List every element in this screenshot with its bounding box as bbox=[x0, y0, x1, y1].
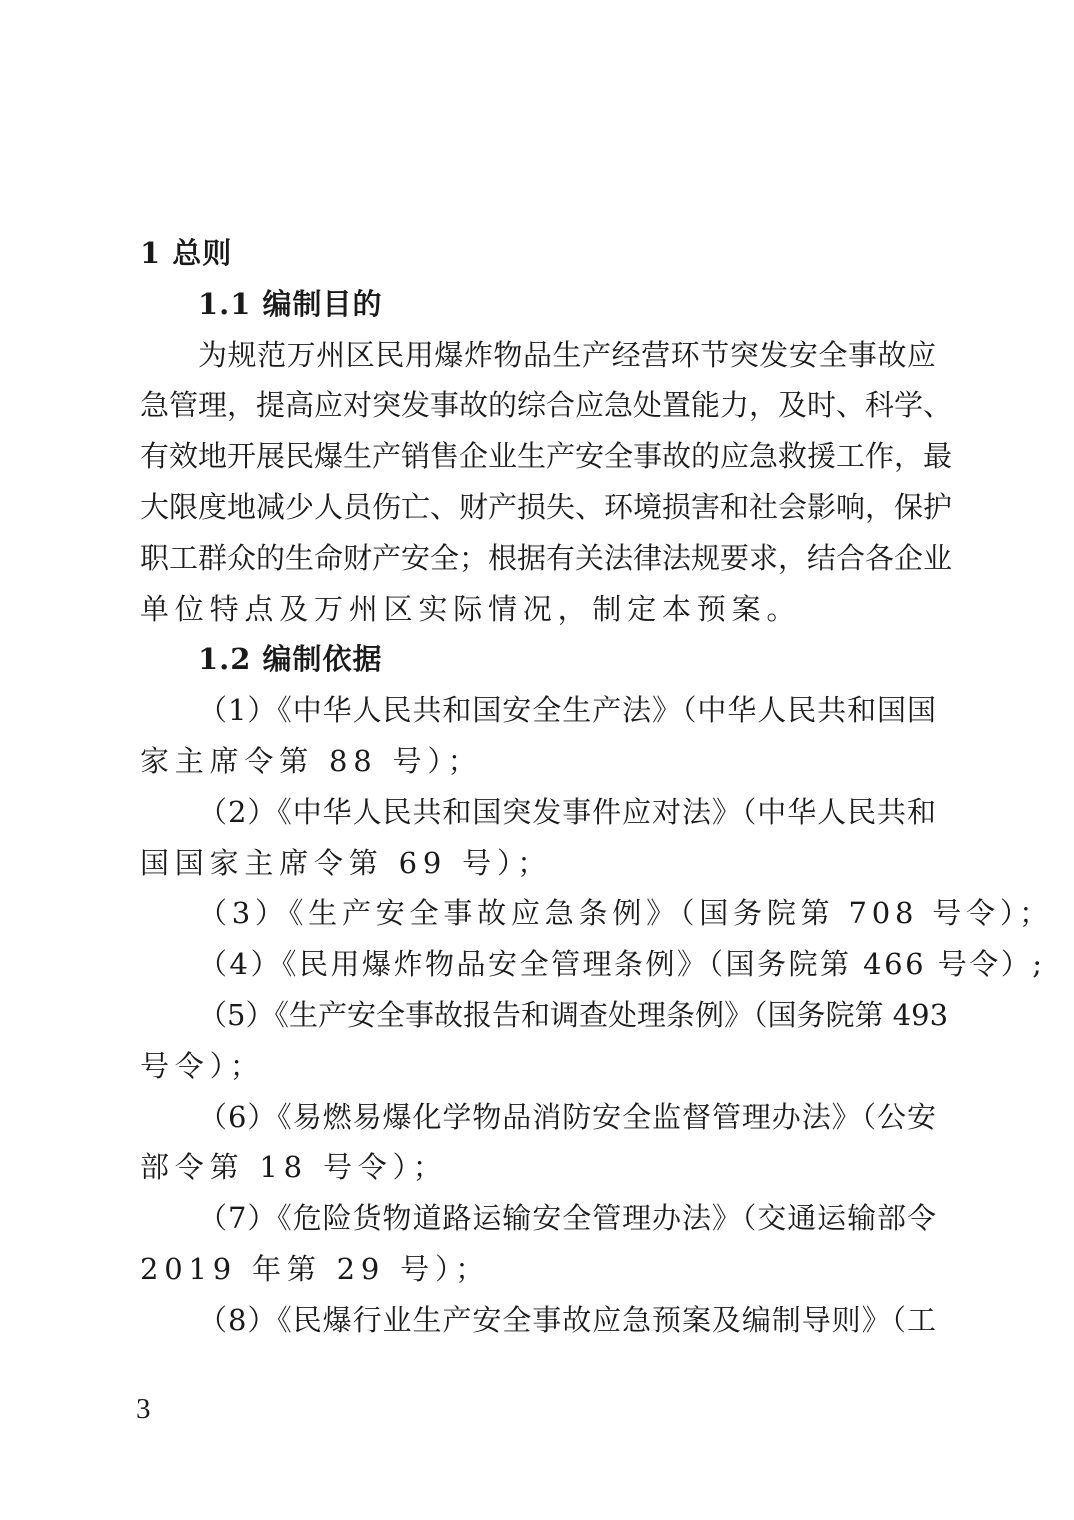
paragraph-line: 急管理，提高应对突发事故的综合应急处置能力，及时、科学、 bbox=[140, 388, 953, 423]
document-body bbox=[140, 228, 1053, 1346]
reference-line: 部令第 18 号令）； bbox=[140, 1150, 448, 1185]
reference-line: （4）《民用爆炸物品安全管理条例》（国务院第 466 号令）; bbox=[198, 947, 1045, 982]
reference-line: 家主席令第 88 号）； bbox=[140, 743, 483, 778]
reference-line: （6）《易燃易爆化学物品消防安全监督管理办法》（公安 bbox=[198, 1099, 936, 1134]
subsection-heading-basis: 1.2 编制依据 bbox=[198, 642, 383, 677]
reference-line: （7）《危险货物道路运输安全管理办法》（交通运输部令 bbox=[198, 1201, 936, 1236]
reference-list bbox=[140, 685, 1053, 1345]
reference-line: （5）《生产安全事故报告和调查处理条例》（国务院第 493 bbox=[198, 997, 949, 1032]
paragraph-line: 职工群众的生命财产安全；根据有关法律法规要求，结合各企业 bbox=[140, 540, 953, 575]
paragraph-line: 单位特点及万州区实际情况，制定本预案。 bbox=[140, 591, 802, 626]
reference-line: 国国家主席令第 69 号）； bbox=[140, 845, 553, 880]
paragraph-line: 大限度地减少人员伤亡、财产损失、环境损害和社会影响，保护 bbox=[140, 489, 953, 524]
paragraph-line: 为规范万州区民用爆炸物品生产经营环节突发安全事故应 bbox=[198, 337, 936, 372]
purpose-paragraph bbox=[140, 330, 953, 635]
reference-line: （2）《中华人民共和国突发事件应对法》（中华人民共和 bbox=[198, 794, 936, 829]
reference-line: （8）《民爆行业生产安全事故应急预案及编制导则》（工 bbox=[198, 1302, 936, 1337]
subsection-heading-purpose: 1.1 编制目的 bbox=[198, 286, 383, 321]
reference-line: 号令）； bbox=[140, 1048, 265, 1083]
page-number: 3 bbox=[136, 1393, 151, 1425]
paragraph-line: 有效地开展民爆生产销售企业生产安全事故的应急救援工作，最 bbox=[140, 439, 953, 474]
reference-line: （3）《生产安全事故应急条例》（国务院第 708 号令）； bbox=[198, 896, 1053, 931]
reference-line: （1）《中华人民共和国安全生产法》（中华人民共和国国 bbox=[198, 693, 936, 728]
section-heading: 1 总则 bbox=[140, 236, 233, 270]
reference-line: 2019 年第 29 号）； bbox=[140, 1251, 491, 1286]
